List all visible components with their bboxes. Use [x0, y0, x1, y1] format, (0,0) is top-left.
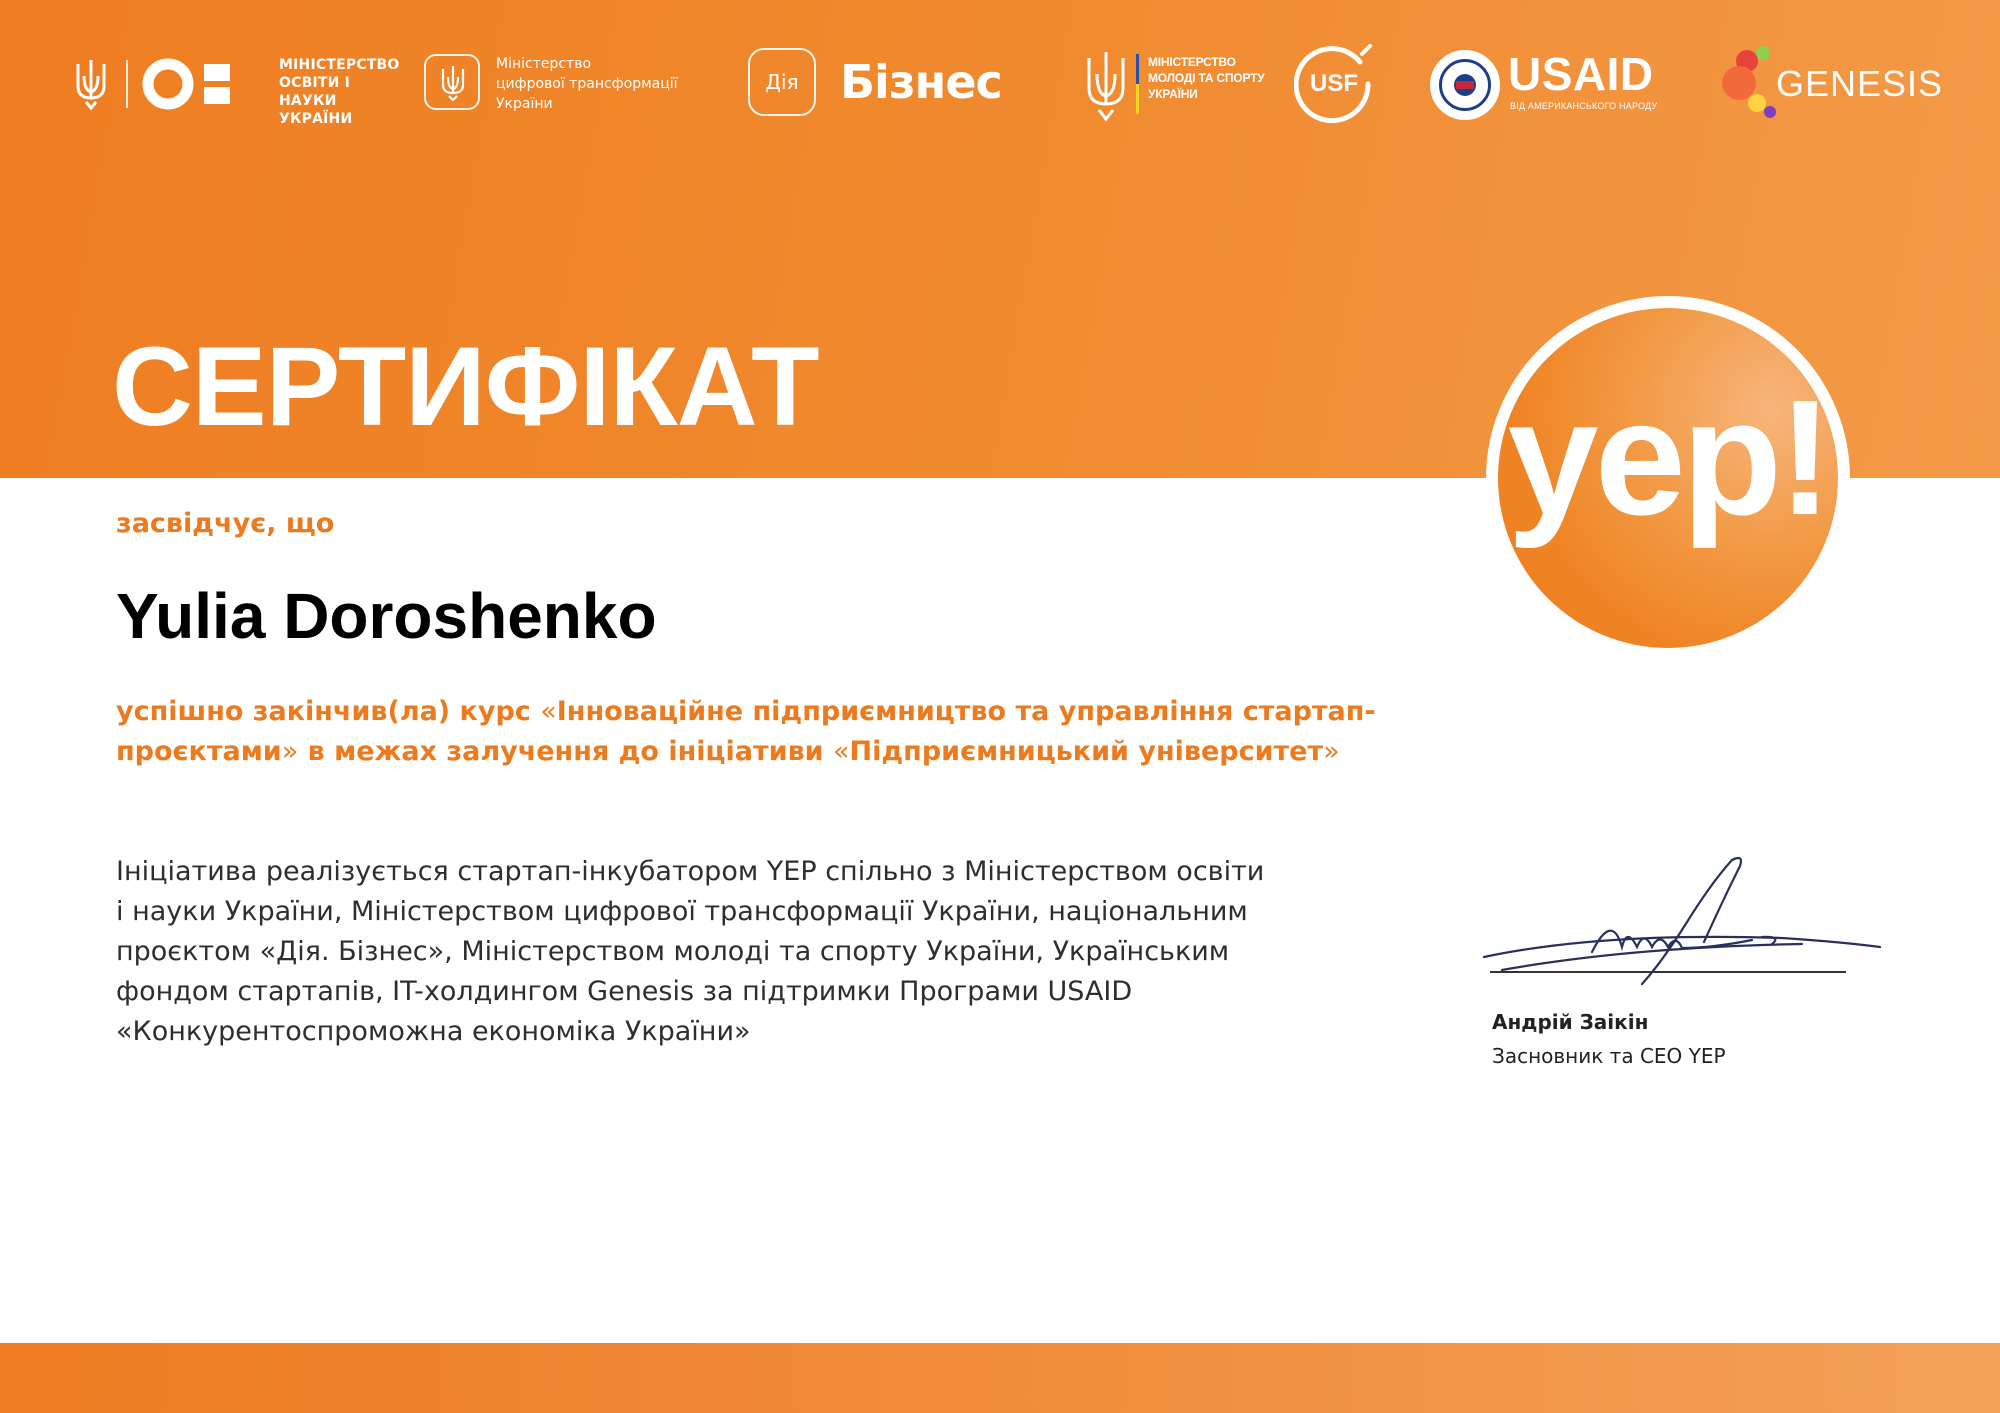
- description-line: Ініціатива реалізується стартап-інкубатором YEP спільно з Міністерством освіти: [116, 856, 1265, 887]
- trident-badge-icon: [424, 54, 480, 110]
- usaid-subtitle: ВІД АМЕРИКАНСЬКОГО НАРОДУ: [1510, 101, 1658, 111]
- certificate-title: СЕРТИФІКАТ: [112, 324, 819, 449]
- signature-line: [1490, 971, 1846, 973]
- usaid-seal-icon: [1430, 50, 1500, 120]
- logo-ministry-youth-sports: [1084, 50, 1264, 122]
- course-name-continued: проєктами: [116, 736, 282, 767]
- diia-badge: Дія: [748, 48, 816, 116]
- usaid-name: USAID: [1508, 48, 1654, 100]
- logo-usf: [1294, 44, 1378, 128]
- usf-name: USF: [1310, 70, 1358, 97]
- initiative-name: Підприємницький університет: [849, 736, 1324, 767]
- flag-yellow-stripe: [1136, 84, 1139, 114]
- divider: [126, 60, 128, 108]
- signature-icon: [1482, 852, 1882, 996]
- course-statement-line-2: проєктами» в межах залучення до ініціативи «Підприємницький університет»: [116, 736, 1340, 767]
- yep-logo: [1486, 296, 1850, 660]
- footer-band: [0, 1343, 2000, 1413]
- description-line: «Конкурентоспроможна економіка України»: [116, 1016, 751, 1047]
- signer-name: Андрій Заікін: [1492, 1010, 1649, 1034]
- logo-genesis: [1720, 44, 1960, 128]
- diia-business-name: Бізнес: [840, 55, 1002, 109]
- logo-usaid: [1430, 48, 1670, 124]
- ministry-education-name: МІНІСТЕРСТВО ОСВІТИ І НАУКИ УКРАЇНИ: [279, 57, 400, 127]
- description-line: проєктом «Дія. Бізнес», Міністерством молоді та спорту України, Українським: [116, 936, 1230, 967]
- course-name: Інноваційне підприємництво та управління стартап-: [556, 696, 1376, 727]
- logo-ministry-education: [74, 52, 400, 127]
- recipient-name: Yulia Doroshenko: [116, 580, 657, 652]
- genesis-name: GENESIS: [1776, 63, 1944, 104]
- ministry-youth-name: МІНІСТЕРСТВО МОЛОДІ ТА СПОРТУ УКРАЇНИ: [1148, 55, 1265, 101]
- trident-icon: [74, 58, 108, 110]
- flag-blue-stripe: [1136, 54, 1139, 84]
- description-line: і науки України, Міністерством цифрової трансформації України, національним: [116, 896, 1248, 927]
- course-statement-line-1: успішно закінчив(ла) курс «Інноваційне підприємництво та управління стартап-: [116, 696, 1376, 727]
- logo-ministry-digital: [424, 52, 714, 116]
- trident-icon: [1084, 50, 1128, 122]
- signer-title: Засновник та CEO YEP: [1492, 1044, 1726, 1068]
- ministry-digital-name: Міністерство цифрової трансформації України: [496, 56, 678, 112]
- yep-logo-text: yep!: [1507, 366, 1829, 549]
- certifies-label: засвідчує, що: [116, 508, 335, 539]
- description-line: фондом стартапів, IT-холдингом Genesis за підтримки Програми USAID: [116, 976, 1133, 1007]
- logo-diia-business: [748, 48, 1038, 120]
- education-ministry-mark-icon: [142, 58, 264, 110]
